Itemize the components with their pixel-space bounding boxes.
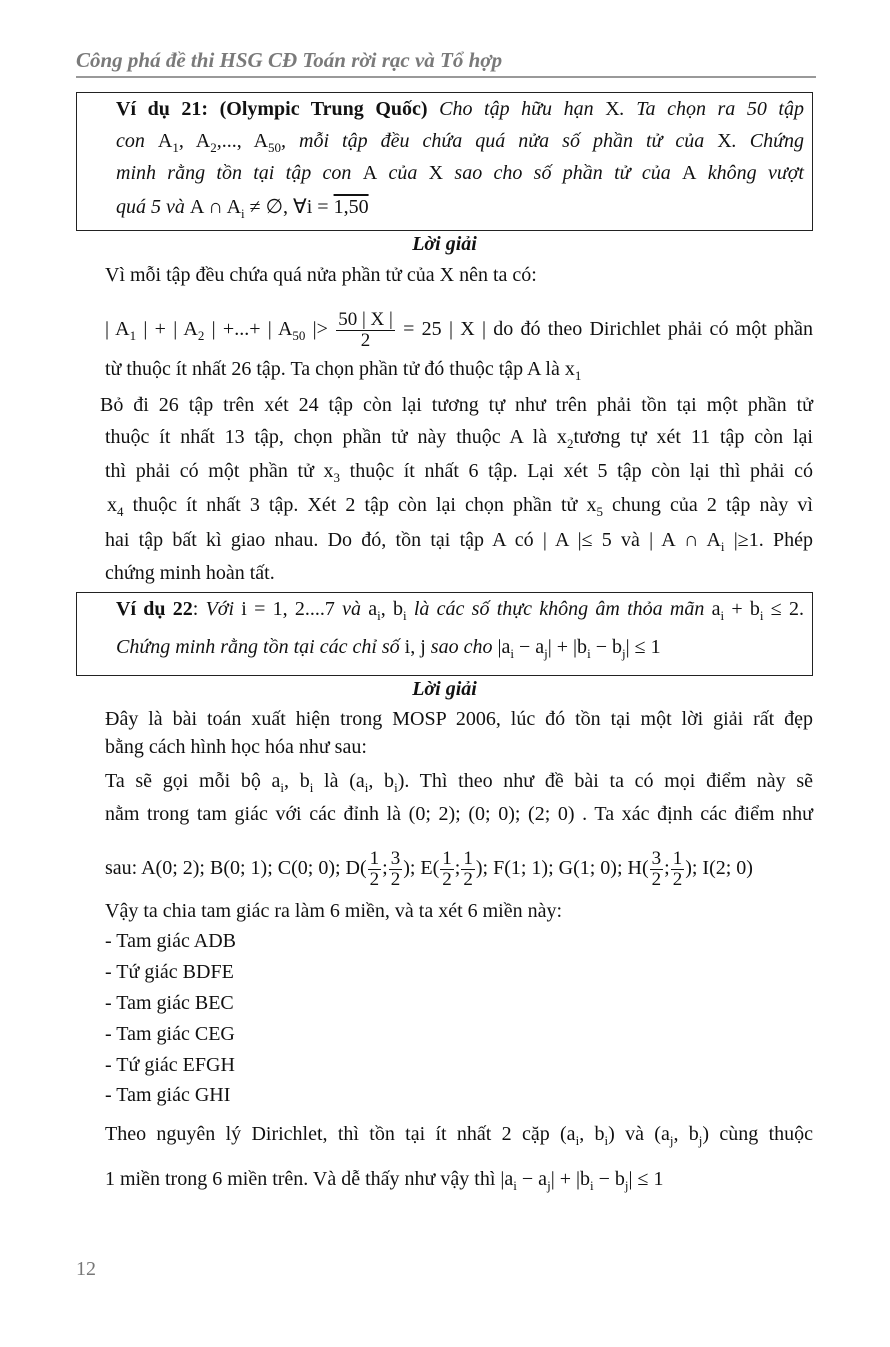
fraction	[671, 849, 685, 890]
subscript: i	[587, 646, 591, 661]
text-line	[116, 195, 369, 219]
text-run: A ∩ A	[189, 196, 242, 218]
text-run: chứng minh hoàn tất.	[105, 562, 275, 584]
text-line	[105, 459, 813, 485]
subscript: 4	[117, 504, 124, 519]
text-run: Ta sẽ gọi mỗi bộ a	[105, 770, 281, 792]
text-run: ;	[382, 857, 388, 880]
text-line	[105, 528, 813, 554]
subscript: i	[377, 608, 381, 623]
text-run: ); E(	[403, 857, 440, 880]
text-run: - Tam giác GHI	[105, 1084, 231, 1106]
text-line	[105, 1083, 230, 1107]
text-line	[105, 991, 234, 1015]
text-line	[105, 309, 813, 351]
text-run: Cho tập hữu hạn	[439, 98, 606, 120]
text-run: Theo nguyên lý Dirichlet, thì tồn tại ít nhất 2 cặp (a	[105, 1123, 576, 1145]
text-run: | +...+ | A	[204, 318, 293, 341]
subscript: i	[720, 539, 725, 554]
subscript: j	[547, 1178, 551, 1193]
text-line	[105, 425, 813, 451]
subscript: 50	[268, 140, 282, 155]
text-line	[76, 232, 813, 256]
fraction	[461, 849, 475, 890]
text-run: nằm trong tam giác với các đỉnh là (0; 2); (0; 0); (2; 0) . Ta xác định các điểm như	[105, 803, 813, 825]
text-run: ≠ ∅, ∀i =	[244, 196, 334, 218]
text-run: Vậy ta chia tam giác ra làm 6 miền, và ta xét 6 miền này:	[105, 900, 563, 922]
numerator: 1	[442, 848, 452, 869]
subscript: 1	[172, 140, 179, 155]
text-line	[100, 393, 813, 419]
text-run: hai tập bất kì giao nhau. Do đó, tồn tại tập A có | A |≤ 5 và | A ∩ A	[105, 529, 721, 551]
text-line	[105, 263, 537, 287]
subscript: j	[624, 1178, 629, 1193]
text-run: , b	[579, 1123, 605, 1145]
text-run: - Tứ giác EFGH	[105, 1054, 235, 1076]
text-line	[116, 161, 804, 187]
text-run: X	[605, 98, 620, 120]
text-run: ); F(1; 1); G(1; 0); H(	[475, 857, 649, 880]
text-run: Ví dụ 22	[116, 598, 193, 620]
text-line	[105, 899, 562, 923]
text-run: tương tự xét 11 tập còn lại	[573, 426, 813, 448]
subscript: i	[513, 1178, 517, 1193]
text-run: ≤ 2.	[763, 598, 804, 620]
text-line	[105, 357, 581, 381]
text-run: A	[362, 162, 378, 184]
text-run: ). Thì theo như đề bài ta có mọi điểm này sẽ	[397, 770, 813, 792]
subscript: 3	[333, 470, 341, 485]
text-run: − a	[516, 1168, 548, 1190]
text-run: ); I(2; 0)	[685, 857, 753, 880]
text-run: . Chứng	[731, 130, 804, 152]
text-run: Chứng minh rằng tồn tại các chỉ số	[116, 636, 405, 658]
text-run: bằng cách hình học hóa như sau:	[105, 736, 367, 758]
text-run: thuộc ít nhất 6 tập. Lại xét 5 tập còn lại thì phải có	[340, 460, 813, 482]
text-line	[105, 735, 367, 759]
text-run: là các số thực không âm thỏa mãn	[413, 598, 712, 620]
fraction	[336, 310, 395, 351]
text-run: Lời giải	[412, 233, 477, 255]
text-run: ) và (a	[608, 1123, 670, 1145]
text-run: i, j	[404, 636, 426, 658]
text-run: Đây là bài toán xuất hiện trong MOSP 2006, lúc đó tồn tại một lời giải rất đẹp	[105, 708, 813, 730]
fraction	[389, 849, 403, 890]
denominator: 2	[651, 869, 662, 890]
text-run: | ≤ 1	[625, 636, 661, 658]
subscript: 5	[596, 504, 603, 519]
denominator: 2	[672, 869, 683, 890]
text-line	[105, 707, 813, 733]
text-run: |>	[305, 318, 336, 341]
text-run: X	[428, 162, 444, 184]
text-run: Bỏ đi 26 tập trên xét 24 tập còn lại tương tự như trên phải tồn tại một phần tử	[100, 394, 813, 416]
text-run: sao cho	[425, 636, 498, 658]
numerator: 1	[672, 848, 683, 869]
denominator: 2	[369, 869, 380, 890]
text-run: | ≤ 1	[628, 1168, 664, 1190]
text-run: ,..., A	[216, 130, 269, 152]
text-line	[105, 1167, 664, 1191]
text-run: ) cùng thuộc	[702, 1123, 814, 1145]
overlined-range: 1,50	[333, 196, 369, 218]
subscript: i	[364, 780, 369, 795]
text-run: Với	[205, 598, 242, 620]
fraction	[650, 849, 664, 890]
text-run: ;	[664, 857, 670, 880]
fraction	[368, 849, 382, 890]
text-run: :	[192, 598, 206, 620]
subscript: j	[698, 1133, 703, 1148]
text-run: a	[368, 598, 378, 620]
text-run: sao cho số phần tử của	[443, 162, 683, 184]
subscript: 1	[129, 328, 137, 344]
subscript: i	[241, 206, 245, 221]
subscript: i	[575, 1133, 580, 1148]
text-run: - Tứ giác BDFE	[105, 961, 234, 983]
fraction	[440, 849, 454, 890]
subscript: i	[402, 608, 407, 623]
text-line	[105, 561, 275, 585]
denominator: 2	[463, 869, 473, 890]
text-line	[105, 802, 813, 828]
text-run: ;	[454, 857, 461, 880]
text-run: thuộc ít nhất 13 tập, chọn phần tử này thuộc A là x	[105, 426, 567, 448]
text-run: quá 5 và	[116, 196, 190, 218]
text-run: , A	[178, 130, 211, 152]
subscript: 50	[292, 328, 306, 344]
text-run: Vì mỗi tập đều chứa quá nửa phần tử của X nên ta có:	[105, 264, 537, 286]
text-line	[116, 97, 804, 123]
text-run: - Tam giác ADB	[105, 930, 236, 952]
text-run: của	[377, 162, 429, 184]
text-run: a	[711, 598, 721, 620]
text-run: , mỗi tập đều chứa quá nửa số phần tử của	[281, 130, 718, 152]
subscript: 2	[197, 328, 205, 344]
text-run: thuộc ít nhất 3 tập. Xét 2 tập còn lại chọn phần tử x	[123, 494, 597, 516]
running-header: Công phá đề thi HSG CĐ Toán rời rạc và Tổ hợp	[76, 48, 503, 72]
text-run: là (a	[313, 770, 365, 792]
subscript: j	[621, 646, 626, 661]
text-run: x	[107, 494, 117, 516]
header-rule	[76, 76, 816, 78]
subscript: j	[669, 1133, 674, 1148]
subscript: 2	[566, 436, 574, 451]
text-line	[107, 493, 813, 519]
text-run: minh rằng tồn tại tập con	[116, 162, 363, 184]
text-run: 1 miền trong 6 miền trên. Và dễ thấy như vậy thì |a	[105, 1168, 514, 1190]
subscript: i	[510, 646, 514, 661]
text-line	[105, 929, 236, 953]
text-line	[105, 1022, 235, 1046]
text-run: i = 1, 2....7	[241, 598, 343, 620]
numerator: 1	[369, 848, 380, 869]
text-run: không vượt	[696, 162, 804, 184]
text-line	[116, 129, 804, 155]
page-number: 12	[76, 1258, 96, 1280]
text-run: - Tam giác BEC	[105, 992, 234, 1014]
text-run: chung của 2 tập này vì	[602, 494, 813, 516]
text-run: − b	[593, 1168, 625, 1190]
text-line	[105, 1122, 813, 1148]
text-run: Lời giải	[412, 678, 477, 700]
text-line	[76, 677, 813, 701]
text-run: , b	[368, 770, 395, 792]
text-run: và	[342, 598, 369, 620]
subscript: i	[280, 780, 285, 795]
text-line	[105, 960, 234, 984]
text-run: con	[116, 130, 158, 152]
text-run: A	[682, 162, 697, 184]
text-run: , b	[673, 1123, 699, 1145]
subscript: i	[309, 780, 314, 795]
subscript: j	[544, 646, 548, 661]
text-run: , b	[284, 770, 310, 792]
text-run: sau: A(0; 2); B(0; 1); C(0; 0); D(	[105, 857, 367, 880]
numerator: 50 | X |	[338, 309, 393, 330]
denominator: 2	[442, 869, 452, 890]
text-run: | A	[105, 318, 130, 341]
text-run: − a	[513, 636, 545, 658]
numerator: 3	[651, 848, 662, 869]
denominator: 2	[360, 330, 371, 351]
text-run: từ thuộc ít nhất 26 tập. Ta chọn phần tử đó thuộc tập A là x	[105, 358, 575, 380]
text-line	[105, 849, 753, 890]
text-run: Ví dụ 21: (Olympic Trung Quốc)	[116, 98, 440, 120]
numerator: 3	[390, 848, 401, 869]
subscript: i	[720, 608, 725, 623]
text-line	[105, 769, 813, 795]
text-run: | + |b	[547, 636, 588, 658]
text-run: |≥1. Phép	[724, 529, 813, 551]
text-run: | + |b	[550, 1168, 590, 1190]
text-run: + b	[724, 598, 760, 620]
denominator: 2	[390, 869, 401, 890]
subscript: 2	[210, 140, 217, 155]
text-run: = 25 | X | do đó theo Dirichlet phải có một phần	[395, 318, 813, 341]
subscript: i	[589, 1178, 594, 1193]
subscript: 1	[574, 368, 582, 383]
text-run: | + | A	[136, 318, 198, 341]
subscript: i	[759, 608, 764, 623]
text-run: − b	[590, 636, 622, 658]
text-run: thì phải có một phần tử x	[105, 460, 334, 482]
text-run: , b	[380, 598, 403, 620]
text-line	[105, 1053, 235, 1077]
text-run: X	[717, 130, 732, 152]
text-run	[407, 598, 414, 620]
numerator: 1	[463, 848, 473, 869]
text-run: A	[157, 130, 173, 152]
text-run: |a	[497, 636, 511, 658]
subscript: i	[394, 780, 398, 795]
text-line	[116, 635, 661, 659]
subscript: i	[604, 1133, 609, 1148]
text-line	[116, 597, 804, 623]
text-run: . Ta chọn ra 50 tập	[619, 98, 804, 120]
text-run: - Tam giác CEG	[105, 1023, 235, 1045]
